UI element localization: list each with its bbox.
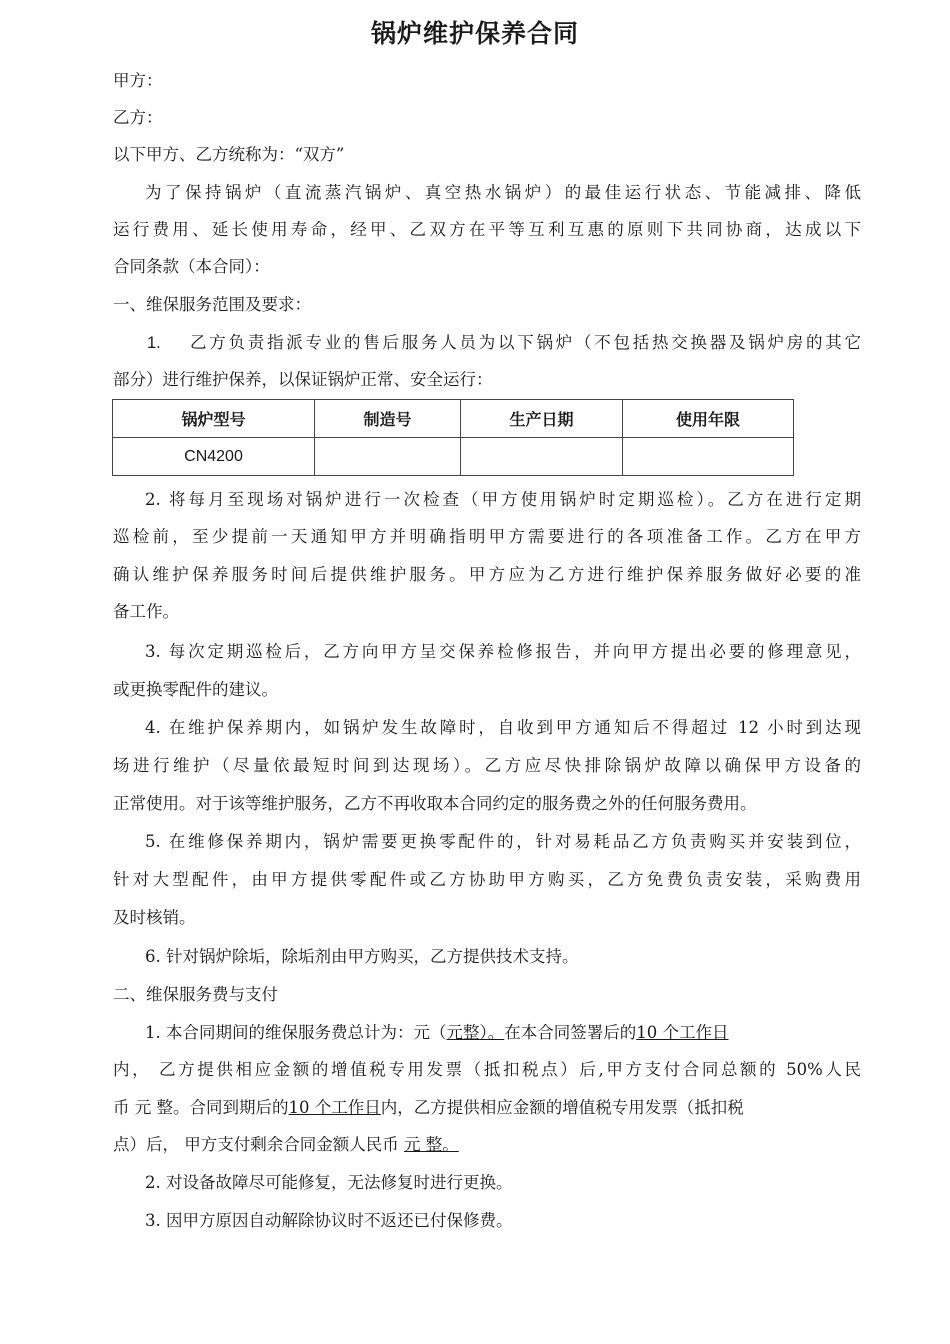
- section-2-item-2-line: 2. 对设备故障尽可能修复，无法修复时进行更换。: [145, 1173, 513, 1192]
- section-1-item-5-line: 及时核销。: [113, 908, 196, 927]
- table-header-cell: 制造号: [315, 400, 461, 438]
- section-2-heading: 二、维保服务费与支付: [113, 985, 278, 1004]
- table-row: [113, 438, 794, 476]
- section-1-item-2-line: 2. 将每月至现场对锅炉进行一次检查（甲方使用锅炉时定期巡检）。乙方在进行定期: [145, 490, 861, 509]
- table-header-cell: 锅炉型号: [113, 400, 315, 438]
- section-1-item-6-line: 6. 针对锅炉除垢，除垢剂由甲方购买，乙方提供技术支持。: [145, 947, 579, 966]
- section-1-item-2-line: 备工作。: [113, 602, 179, 621]
- section-1-item-1-line: 部分）进行维护保养，以保证锅炉正常、安全运行：: [113, 370, 493, 389]
- section-1-item-5-line: 针对大型配件，由甲方提供零配件或乙方协助甲方购买，乙方免费负责安装，采购费用: [113, 870, 861, 889]
- intro-line: 运行费用、延长使用寿命，经甲、乙双方在平等互利互惠的原则下共同协商，达成以下: [113, 220, 861, 239]
- section-1-item-3-line: 或更换零配件的建议。: [113, 680, 278, 699]
- section-1-item-1-number: 1.: [147, 334, 161, 352]
- section-1-item-1-line: 乙方负责指派专业的售后服务人员为以下锅炉（不包括热交换器及锅炉房的其它: [190, 333, 861, 352]
- table-cell: [461, 438, 623, 476]
- table-header-row: [113, 400, 794, 438]
- table-header-cell: 生产日期: [461, 400, 623, 438]
- section-2-item-1-line: 1. 本合同期间的维保服务费总计为：元（元整）。在本合同签署后的10 个工作日: [145, 1023, 729, 1042]
- fee-amount-blank: 元整）。: [446, 1023, 505, 1042]
- table-cell: CN4200: [113, 438, 315, 476]
- section-1-item-5-line: 5. 在维修保养期内，锅炉需要更换零配件的，针对易耗品乙方负责购买并安装到位，: [145, 832, 861, 851]
- table-cell: [623, 438, 794, 476]
- remaining-amount-blank: 元 整。: [404, 1135, 459, 1154]
- table-cell: [315, 438, 461, 476]
- section-2-item-1-line: 内， 乙方提供相应金额的增值税专用发票（抵扣税点）后,甲方支付合同总额的 50%人民: [113, 1060, 861, 1079]
- boiler-table: [112, 399, 794, 476]
- party-b-line: 乙方：: [113, 108, 163, 127]
- payment-deadline: 10 个工作日: [636, 1023, 729, 1042]
- both-parties-line: 以下甲方、乙方统称为：“双方”: [113, 145, 345, 164]
- section-1-item-2-line: 巡检前，至少提前一天通知甲方并明确指明甲方需要进行的各项准备工作。乙方在甲方: [113, 527, 861, 546]
- section-1-item-3-line: 3. 每次定期巡检后，乙方向甲方呈交保养检修报告，并向甲方提出必要的修理意见，: [145, 642, 861, 661]
- party-a-line: 甲方：: [113, 71, 163, 90]
- section-2-item-1-line: 点）后， 甲方支付剩余合同金额人民币 元 整。: [113, 1135, 459, 1154]
- intro-line: 合同条款（本合同）：: [113, 257, 270, 276]
- section-1-heading: 一、维保服务范围及要求：: [113, 295, 311, 314]
- section-1-item-2-line: 确认维护保养服务时间后提供维护服务。甲方应为乙方进行维护保养服务做好必要的准: [113, 565, 861, 584]
- final-payment-deadline: 10 个工作日: [288, 1098, 381, 1117]
- section-1-item-4-line: 4. 在维护保养期内，如锅炉发生故障时，自收到甲方通知后不得超过 12 小时到达现: [145, 718, 861, 737]
- section-2-item-3-line: 3. 因甲方原因自动解除协议时不返还已付保修费。: [145, 1211, 513, 1230]
- section-1-item-4-line: 场进行维护（尽量依最短时间到达现场）。乙方应尽快排除锅炉故障以确保甲方设备的: [113, 756, 861, 775]
- intro-line: 为了保持锅炉（直流蒸汽锅炉、真空热水锅炉）的最佳运行状态、节能减排、降低: [145, 183, 861, 202]
- section-1-item-4-line: 正常使用。对于该等维护服务，乙方不再收取本合同约定的服务费之外的任何服务费用。: [113, 794, 757, 813]
- section-2-item-1-line: 币 元 整。合同到期后的10 个工作日内，乙方提供相应金额的增值税专用发票（抵扣税: [113, 1098, 744, 1117]
- table-header-cell: 使用年限: [623, 400, 794, 438]
- document-title: 锅炉维护保养合同: [370, 19, 579, 48]
